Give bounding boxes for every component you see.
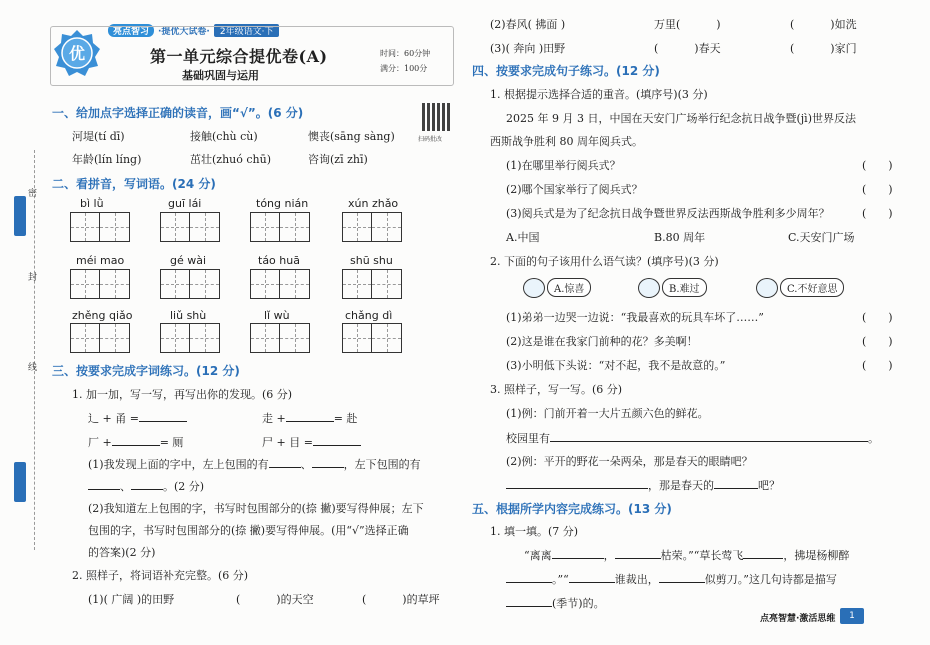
r0-f-text: 家门	[834, 42, 857, 55]
s1-item-4[interactable]: 年龄(lín líng)	[72, 153, 142, 166]
s4-x2-blank-1[interactable]	[506, 479, 648, 489]
r0-e: ( )春天	[654, 42, 721, 55]
s3-ex3: ( )的草坪	[362, 593, 440, 606]
s5-line1	[524, 547, 849, 563]
s5-l3-a: (季节)的。	[552, 597, 605, 610]
pinyin-7: táo huā	[258, 254, 300, 267]
badge-text: 优	[68, 44, 86, 63]
s4-t1: (1)弟弟一边哭一边说：“我最喜欢的玩具车坏了……”	[506, 311, 764, 324]
pinyin-10: liǔ shù	[170, 309, 207, 322]
s3-f2a: (2)我知道左上包围的字，书写时包围部分的(捺 撇)要写得伸展；左下	[88, 502, 424, 515]
s3-eq1b	[262, 410, 357, 426]
r0-b-text: 万里(	[654, 18, 681, 31]
s4-x1-write-text: 校园里有	[506, 432, 550, 445]
r0-b: 万里( )	[654, 18, 721, 31]
r0-c: ( )如洗	[790, 18, 857, 31]
s3-f2b: 包围的字，书写时包围部分的(捺 撇)要写得伸展。(用“√”选择正确	[88, 524, 409, 537]
s3-eq2a-text: 厂 +	[88, 436, 112, 449]
page-title: 第一单元综合提优卷(A)	[150, 47, 328, 66]
s4-s3: (3)阅兵式是为了纪念抗日战争暨世界反法西斯战争胜利多少周年？	[506, 207, 830, 220]
excellence-badge-icon	[52, 28, 102, 78]
grid-1[interactable]	[70, 212, 130, 242]
s4-t3: (3)小明低下头说：“对不起，我不是故意的。”	[506, 359, 726, 372]
s3-eq2a-blank[interactable]	[112, 436, 160, 446]
s4-t3-answer[interactable]: ( )	[862, 359, 893, 372]
section3-title: 三、按要求完成字词练习。(12 分)	[52, 364, 240, 378]
s3-eq1b-suffix: = 赴	[333, 412, 358, 425]
s3-eq1a-text: 辶 + 甬 =	[88, 412, 139, 425]
s1-item-2[interactable]: 接触(chù cù)	[190, 130, 258, 143]
s4-q2: 2. 下面的句子该用什么语气读？(填序号)(3 分)	[490, 255, 719, 268]
grid-4[interactable]	[342, 212, 402, 242]
s5-blank-7[interactable]	[506, 597, 552, 607]
s3-f1-blank-1[interactable]	[269, 458, 301, 468]
pinyin-1: bì lǜ	[80, 197, 104, 210]
s3-f1-blank-4[interactable]	[131, 480, 163, 490]
s4-x2-write	[506, 477, 780, 493]
s3-f1-text-a: (1)我发现上面的字中，左上包围的有	[88, 458, 269, 471]
s3-q2: 2. 照样子，将词语补充完整。(6 分)	[72, 569, 249, 582]
section2-title: 二、看拼音，写词语。(24 分)	[52, 177, 216, 191]
pinyin-4: xún zhǎo	[348, 197, 399, 210]
s5-blank-4[interactable]	[506, 573, 552, 583]
brand-tag: 亮点智习	[108, 24, 154, 37]
grid-7[interactable]	[250, 269, 310, 299]
s3-ex1: (1)( 广阔 )的田野	[88, 593, 175, 606]
s5-l2-a: 。”“	[552, 573, 569, 586]
s3-eq2b	[262, 434, 361, 450]
s1-item-3[interactable]: 懊丧(sāng sàng)	[308, 130, 395, 143]
s3-ex2: ( )的天空	[236, 593, 314, 606]
grid-5[interactable]	[70, 269, 130, 299]
s4-s1: (1)在哪里举行阅兵式？	[506, 159, 621, 172]
tone-c: C.不好意思	[780, 278, 844, 297]
grid-9[interactable]	[70, 323, 130, 353]
s3-q1: 1. 加一加，写一写，再写出你的发现。(6 分)	[72, 388, 293, 401]
s5-l1-b: ，	[603, 549, 615, 562]
r0-c-text: 如洗	[834, 18, 857, 31]
binding-tab-top	[14, 196, 26, 236]
s4-t1-answer[interactable]: ( )	[862, 311, 893, 324]
r0-f: ( )家门	[790, 42, 857, 55]
s4-x1-blank[interactable]	[550, 432, 868, 442]
page-subtitle: 基础巩固与运用	[182, 69, 259, 82]
s3-eq2b-blank[interactable]	[313, 436, 361, 446]
section5-title: 五、根据所学内容完成练习。(13 分)	[472, 502, 672, 516]
s5-l1-c: 枯荣。”“草长莺飞	[660, 549, 744, 562]
s4-x1: (1)例：门前开着一大片五颜六色的鲜花。	[506, 407, 709, 420]
s3-ex2-text: 的天空	[280, 593, 314, 606]
pinyin-5: méi mao	[76, 254, 125, 267]
s4-q1: 1. 根据提示选择合适的重音。(填序号)(3 分)	[490, 88, 708, 101]
s5-blank-6[interactable]	[659, 573, 705, 583]
pinyin-11: lǐ wù	[264, 309, 290, 322]
s5-blank-2[interactable]	[615, 549, 661, 559]
section4-title: 四、按要求完成句子练习。(12 分)	[472, 64, 660, 78]
s3-eq1a	[88, 410, 187, 426]
s4-x2-blank-2[interactable]	[714, 479, 758, 489]
qr-code-icon[interactable]	[422, 103, 450, 131]
s4-p1: 2025 年 9 月 3 日，中国在天安门广场举行纪念抗日战争暨(jì)世界反法	[506, 112, 856, 125]
s1-item-1[interactable]: 河堤(tí dī)	[72, 130, 125, 143]
full-score: 满分：100分	[380, 64, 428, 73]
s4-x2: (2)例：平开的野花一朵两朵，那是春天的眼睛吧？	[506, 455, 753, 468]
pinyin-8: shū shu	[350, 254, 393, 267]
binding-label-c: 线	[28, 363, 38, 373]
s4-x1-write: 校园里有 。	[506, 432, 879, 445]
s4-option-c: C.天安门广场	[788, 231, 855, 244]
s3-f1-text-b: ，左下包围的有	[343, 458, 421, 471]
s4-p2: 西斯战争胜利 80 周年阅兵式。	[490, 135, 643, 148]
s4-q3: 3. 照样子，写一写。(6 分)	[490, 383, 623, 396]
grid-8[interactable]	[342, 269, 402, 299]
s4-t2-answer[interactable]: ( )	[862, 335, 893, 348]
s1-item-6[interactable]: 咨询(zī zhī)	[308, 153, 368, 166]
time-limit: 时间：60分钟	[380, 49, 431, 58]
pinyin-9: zhěng qiǎo	[72, 309, 133, 322]
binding-label-b: 封	[28, 273, 38, 283]
s5-l1-d: ，拂堤杨柳醉	[783, 549, 850, 562]
grid-12[interactable]	[342, 323, 402, 353]
binding-strip	[0, 0, 40, 645]
s3-eq1b-text: 走 +	[262, 412, 286, 425]
s3-eq2b-text: 尸 + 目 =	[262, 436, 313, 449]
grid-11[interactable]	[250, 323, 310, 353]
tone-a: A.惊喜	[547, 278, 591, 297]
s3-f1: (1)我发现上面的字中，左上包围的有 、 ，左下包围的有	[88, 458, 421, 471]
footer-brand: 点亮智慧·激活思维	[760, 614, 836, 624]
pinyin-12: chǎng dì	[345, 309, 393, 322]
binding-label-a: 密	[28, 189, 38, 199]
s4-option-b: B.80 周年	[654, 231, 706, 244]
s3-eq2a-suffix: = 厕	[159, 436, 184, 449]
s5-l2-c: 似剪刀。”这几句诗都是描写	[704, 573, 837, 586]
s1-item-5[interactable]: 茁壮(zhuó chū)	[190, 153, 271, 166]
s5-l2-b: 谁裁出，	[614, 573, 659, 586]
page-number: 1	[840, 608, 864, 624]
s3-f1-blank-3[interactable]	[88, 480, 120, 490]
s5-line2	[506, 571, 837, 587]
pinyin-6: gé wài	[170, 254, 207, 267]
s5-l1-a: “离离	[524, 549, 552, 562]
s5-blank-5[interactable]	[569, 573, 615, 583]
section1-title: 一、给加点字选择正确的读音，画“√”。(6 分)	[52, 106, 304, 120]
s3-eq2a	[88, 434, 183, 450]
shy-face-icon	[756, 278, 778, 298]
s3-eq1b-blank[interactable]	[286, 412, 334, 422]
grid-3[interactable]	[250, 212, 310, 242]
grid-2[interactable]	[160, 212, 220, 242]
s5-blank-1[interactable]	[552, 549, 604, 559]
qr-label: 扫码批改	[418, 136, 443, 143]
s3-f2c: 的答案)(2 分)	[88, 546, 156, 559]
s3-f1-blank-2[interactable]	[312, 458, 344, 468]
s5-q1: 1. 填一填。(7 分)	[490, 525, 579, 538]
s4-x2-end: 吧？	[758, 479, 780, 492]
pinyin-3: tóng nián	[256, 197, 309, 210]
binding-tab-bottom	[14, 462, 26, 502]
s3-f1-cont: 、 。(2 分)	[88, 478, 204, 494]
r0-a: (2)春风( 拂面 )	[490, 18, 566, 31]
surprised-face-icon	[523, 278, 545, 298]
s3-f1-text-c: 。(2 分)	[163, 480, 205, 493]
sad-face-icon	[638, 278, 660, 298]
s4-s3-answer[interactable]: ( )	[862, 207, 893, 220]
s3-eq1a-blank[interactable]	[139, 412, 187, 422]
s4-option-a: A.中国	[506, 231, 540, 244]
series-tag: ·提优大试卷·	[158, 26, 210, 37]
binding-line	[34, 150, 35, 550]
s4-t2: (2)这是谁在我家门前种的花？多美啊！	[506, 335, 698, 348]
s4-s1-answer[interactable]: ( )	[862, 159, 893, 172]
s5-blank-3[interactable]	[743, 549, 783, 559]
grid-10[interactable]	[160, 323, 220, 353]
s4-s2: (2)哪个国家举行了阅兵式？	[506, 183, 643, 196]
s3-ex3-text: 的草坪	[406, 593, 440, 606]
grid-6[interactable]	[160, 269, 220, 299]
pinyin-2: guī lái	[168, 197, 202, 210]
r0-e-text: 春天	[698, 42, 721, 55]
r0-d: (3)( 奔向 )田野	[490, 42, 566, 55]
grade-tag: 2年级语文·下	[214, 24, 280, 37]
s5-line3	[506, 595, 605, 611]
s4-s2-answer[interactable]: ( )	[862, 183, 893, 196]
tone-b: B.难过	[662, 278, 707, 297]
s4-x2-write-text: ，那是春天的	[648, 479, 714, 492]
